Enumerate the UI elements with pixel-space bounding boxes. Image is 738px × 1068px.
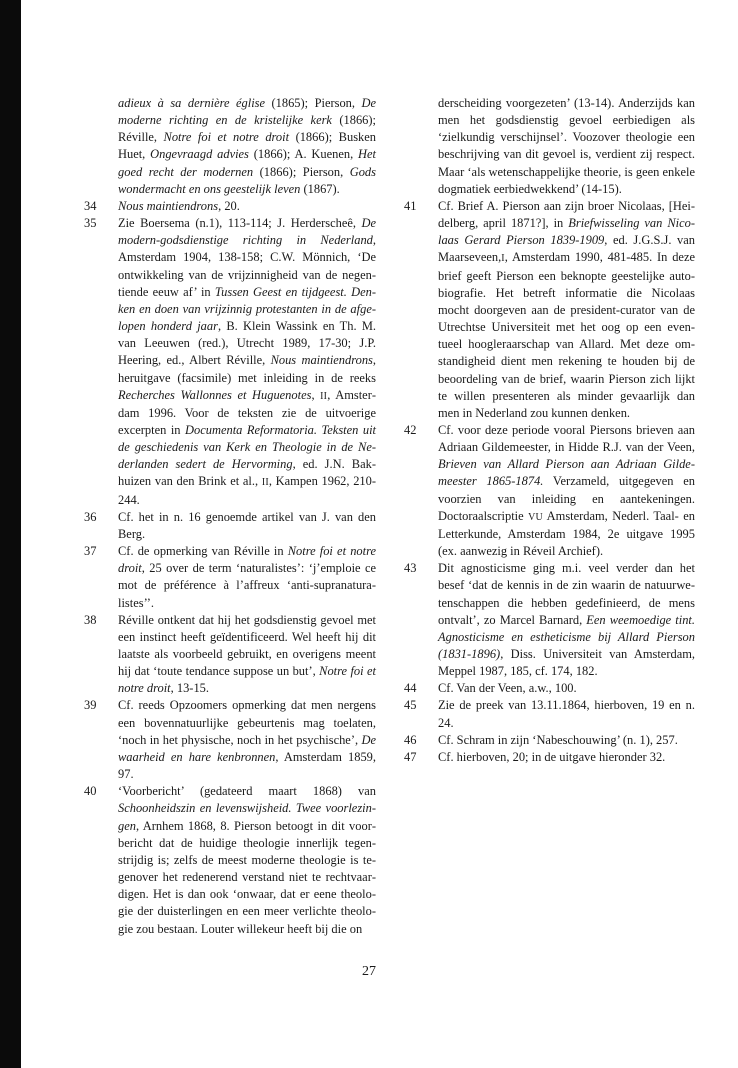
text-italic: De moderne richting en de kristelijke kerk (118, 96, 376, 128)
footnote-number: 41 (404, 198, 417, 213)
text: Cf. het in n. 16 genoemde artikel van J. van den Berg. (118, 509, 376, 541)
footnote-number: 39 (84, 698, 97, 713)
text: (1866); Pierson, (253, 164, 350, 179)
text: (1867). (300, 181, 340, 196)
text-italic: Documenta Reformatoria. Teksten uit de geschiedenis van Kerk en Theologie in de Nederlanden sedert de Hervorming (118, 422, 376, 472)
footnote-46 (404, 732, 695, 749)
text-italic: Notre foi et notre droit (118, 544, 376, 576)
footnote-35 (84, 215, 376, 509)
text: Cf. reeds Opzoomers opmerking dat men nergens een bovennatuurlijke gebeurtenis mag toelaten, ‘noch in het physische, noch in het psychische’, (118, 698, 376, 747)
text-italic: Het goed recht der modernen (118, 147, 376, 179)
text-italic: Nous maintiendrons (270, 353, 373, 368)
text: ‘Voorbericht’ (gedateerd maart 1868) van (118, 784, 376, 799)
footnote-number: 44 (404, 681, 417, 696)
text-smallcaps: VU (528, 511, 543, 523)
footnote-40-continuation (404, 95, 695, 198)
footnote-number: 43 (404, 561, 417, 576)
footnote-number: 47 (404, 749, 417, 764)
text-italic: Gods wondermacht en ons geestelijk leven (118, 164, 376, 196)
text: , heruitgave (facsimile) met inleiding in de reeks (118, 353, 376, 385)
text-italic: Brieven van Allard Pierson aan Adriaan Gildemeester 1865-1874. (438, 457, 695, 489)
footnotes-left-column (84, 95, 376, 938)
text: , B. Klein Wassink en Th. M. van Leeuwen (red.), Utrecht 1989, 17-30; J.P. Heering, ed., Albert Réville, (118, 319, 377, 368)
text-italic: Notre foi et notre droit (163, 130, 290, 145)
text-italic: adieux à sa dernière église (118, 96, 266, 110)
text: Verzameld, uitgegeven en voorzien van inleiding en aantekeningen. Doctoraalscriptie (438, 474, 695, 523)
text: , 13-15. (170, 681, 209, 696)
text: Zie de preek van 13.11.1864, hierboven, 19 en n. 24. (438, 698, 695, 730)
footnote-39 (84, 697, 376, 783)
text: Cf. Schram in zijn ‘Nabeschouwing’ (n. 1), 257. (438, 732, 678, 747)
page-number: 27 (362, 964, 376, 979)
footnote-44 (404, 680, 695, 697)
text-smallcaps: I (501, 253, 505, 265)
text-italic: Ongevraagd advies (150, 147, 249, 162)
footnote-number: 35 (84, 216, 97, 231)
footnote-45 (404, 697, 695, 731)
text: Cf. voor deze periode vooral Piersons brieven aan Adriaan Gildemeester, in Hidde R.J. van der Veen, (438, 422, 695, 455)
footnote-number: 42 (404, 422, 417, 437)
text-smallcaps: II (261, 477, 269, 489)
text: Cf. de opmerking van Réville in (118, 544, 288, 559)
text: , Arnhem 1868, 8. Pierson betoogt in dit voorbericht dat de huidige theologie innerlijk tegenstrijdig is; zelfs de meest moderne theologie is tegenover het redenerend verstand niet te rechtvaardigen. Het is dan ook ‘onwaar, dat er eene theologie der duisterlingen en een meer verlichte theologie zou bestaan. Louter willekeur heeft bij die on (118, 818, 376, 936)
text-italic: Recherches Wallonnes et Huguenotes (118, 387, 312, 402)
scan-binding-edge (0, 0, 21, 1068)
text-italic: Tussen Geest en tijdgeest. Denken en doen van vrijzinnig protestanten in de afgelopen honderd jaar (118, 284, 376, 334)
footnote-number: 36 (84, 509, 97, 524)
footnote-number: 40 (84, 784, 97, 799)
text: , Amsterdam 1904, 138-158; C.W. Mönnich, ‘De ontwikkeling van de vrijzinnigheid van de negentiende eeuw af’ in (118, 233, 376, 299)
text: Cf. hierboven, 20; in de uitgave hieronder 32. (438, 749, 666, 764)
text: (1866); Busken Huet, (118, 130, 376, 162)
text: Cf. Van der Veen, a.w., 100. (438, 681, 577, 696)
footnote-37 (84, 543, 376, 612)
text: , ed. J.N. Bakhuizen van den Brink et al., (118, 457, 376, 489)
text-italic: Briefwisseling van Nicolaas Gerard Pierson 1839-1909 (438, 216, 695, 248)
footnote-43 (404, 560, 695, 680)
text: derscheiding voorgezeten’ (13-14). Anderzijds kan men het godsdienstig gevoel eerbiedigen als ‘zielkundig verschijnsel’. Voozover theologie een beschrijving van dit gevoel is, verdient zij respect. Maar ‘als wetenschappelijke theorie, is geen enkele dogmatiek eerbiedwekkend’ (14-15). (438, 96, 695, 196)
text: , (311, 387, 321, 402)
footnote-42 (404, 422, 695, 560)
text: , Diss. Universiteit van Amsterdam, Meppel 1987, 185, cf. 174, 182. (438, 647, 695, 679)
text: Réville ontkent dat hij het godsdienstig gevoel met een instinct heeft geïdentificeerd. Wel heeft hij dit laatste als voorbeeld gebruikt, en overigens meent hij dat ‘toute tendance suppose un but’, (118, 612, 376, 679)
footnote-47 (404, 749, 695, 766)
footnote-number: 34 (84, 198, 97, 213)
footnote-36 (84, 509, 376, 543)
text: (1866); Réville, (118, 113, 376, 145)
text: (1866); A. Kuenen, (248, 147, 359, 162)
footnotes-right-column (404, 95, 695, 766)
text: (1865); Pierson, (265, 96, 362, 110)
text: Cf. Brief A. Pierson aan zijn broer Nicolaas, [Heidelberg, april 1871?], in (438, 198, 695, 231)
text-smallcaps: II (320, 390, 328, 402)
footnote-number: 45 (404, 698, 417, 713)
footnote-38 (84, 612, 376, 698)
text-italic: Notre foi et notre droit (118, 664, 376, 696)
footnote-number: 38 (84, 612, 97, 627)
text-italic: De modern-godsdienstige richting in Nederland (118, 216, 376, 248)
text-italic: Een weemoedige tint. Agnosticisme en estheticisme bij Allard Pierson (1831-1896) (438, 612, 695, 661)
text: , Amsterdam 1990, 481-485. In deze brief geeft Pierson een beknopte geestelijke autobiografie. Het betreft informatie die Nicolaas mocht doorgeven aan de president-curator van de Utrechtse Universiteit met het oog op een eventueel hoogleraarschap van Allard. Met deze omstandigheid dient men rekening te houden bij de beoordeling van de brief, waarin Pierson zich lijkt te willen presenteren als minder gevaarlijk dan men in Nederland zou kunnen denken. (438, 250, 695, 420)
footnote-33-continuation (84, 95, 376, 198)
text: Dit agnosticisme ging m.i. veel verder dan het besef ‘dat de kennis in de zin waarin de natuurwetenschappen die hebben gedefinieerd, de mens ontvalt’, zo Marcel Barnard, (438, 561, 695, 627)
text: , Amsterdam 1996. Voor de teksten zie de uitvoerige excerpten in (118, 387, 376, 437)
text: , 25 over de term ‘naturalistes’: ‘j’emploie ce mot de préférence à l’affreux ‘anti-supranaturalistes’’. (118, 561, 376, 610)
footnote-number: 37 (84, 544, 97, 559)
text: , Amsterdam 1859, 97. (118, 749, 376, 782)
footnote-34 (84, 198, 376, 215)
text: Amsterdam, Nederl. Taal- en Letterkunde, Amsterdam 1984, 2e uitgave 1995 (ex. aanwezig in Réveil Archief). (438, 508, 695, 559)
footnote-40 (84, 783, 376, 937)
footnote-number: 46 (404, 732, 417, 747)
footnote-41 (404, 198, 695, 422)
text-italic: De waarheid en hare kenbronnen (118, 732, 376, 764)
text: , ed. J.G.S.J. van Maarseveen, (438, 233, 695, 265)
text-italic: Schoonheidszin en levenswijsheid. Twee voorlezingen (118, 801, 376, 833)
text: Zie Boersema (n.1), 113-114; J. Herderscheê, (118, 216, 362, 231)
text: , 20. (218, 198, 240, 213)
text: , Kampen 1962, 210-244. (118, 474, 376, 507)
text-italic: Nous maintiendrons (118, 198, 219, 213)
